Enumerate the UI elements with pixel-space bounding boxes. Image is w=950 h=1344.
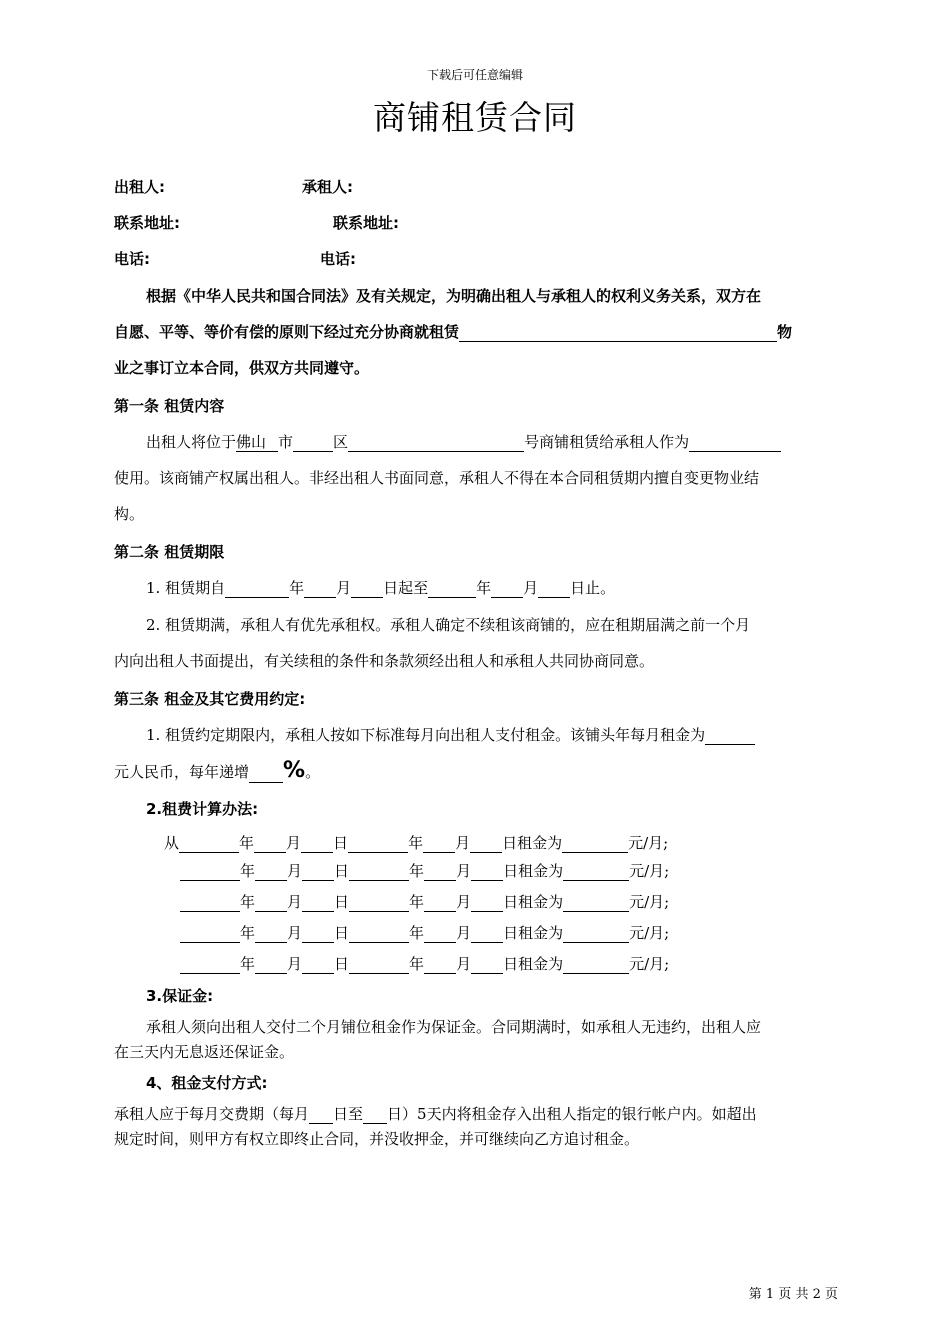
month-blank bbox=[255, 925, 287, 943]
district-suffix: 区 bbox=[333, 433, 349, 451]
year-text: 年 bbox=[239, 834, 255, 852]
from-text: 从 bbox=[164, 834, 180, 852]
payment-text-a: 承租人应于每月交费期（每月 bbox=[114, 1105, 310, 1123]
year-blank bbox=[349, 863, 409, 881]
year-blank bbox=[348, 835, 408, 853]
rent-line-2 bbox=[114, 758, 320, 783]
month-blank bbox=[255, 956, 287, 974]
year-blank bbox=[180, 925, 240, 943]
payment-line-1 bbox=[114, 1103, 757, 1124]
district-blank bbox=[293, 434, 333, 452]
day-blank bbox=[301, 835, 333, 853]
shop-number-blank bbox=[348, 434, 524, 452]
usage-blank bbox=[689, 434, 781, 452]
day-text: 日 bbox=[334, 893, 350, 911]
city-value: 佛山 bbox=[236, 433, 267, 451]
renewal-line-2: 内向出租人书面提出，有关续租的条件和条款须经出租人和承租人共同协商同意。 bbox=[114, 652, 655, 670]
year-text: 年 bbox=[240, 862, 256, 880]
year-blank bbox=[349, 956, 409, 974]
percent-sign: % bbox=[283, 758, 306, 783]
year-blank bbox=[179, 835, 239, 853]
deposit-heading: 3.保证金: bbox=[146, 987, 214, 1005]
unit-text: 元/月; bbox=[629, 862, 670, 880]
month-blank bbox=[424, 894, 456, 912]
day-blank bbox=[470, 835, 502, 853]
month-text: 月 bbox=[336, 579, 352, 597]
month-text: 月 bbox=[287, 955, 303, 973]
lessee-label: 承租人: bbox=[302, 178, 353, 196]
day-blank bbox=[302, 894, 334, 912]
day-text: 日 bbox=[334, 862, 350, 880]
deposit-line-1: 承租人须向出租人交付二个月铺位租金作为保证金。合同期满时，如承租人无违约，出租人应 bbox=[146, 1018, 762, 1036]
unit-text: 元/月; bbox=[628, 834, 669, 852]
day-text: 日 bbox=[333, 834, 349, 852]
month-blank bbox=[424, 956, 456, 974]
intro-line-2-text: 自愿、平等、等价有偿的原则下经过充分协商就租赁 bbox=[114, 323, 460, 341]
payment-text-c: 日）5天内将租金存入出租人指定的银行帐户内。如超出 bbox=[387, 1105, 757, 1123]
day-from-text: 日起至 bbox=[383, 579, 429, 597]
page-number: 第 1 页 共 2 页 bbox=[748, 1287, 838, 1302]
article-1-line-3: 构。 bbox=[114, 505, 145, 523]
period-end: 。 bbox=[305, 763, 321, 781]
month-text: 月 bbox=[287, 893, 303, 911]
year-text: 年 bbox=[240, 893, 256, 911]
lessor-label: 出租人: bbox=[114, 178, 165, 196]
month-text: 月 bbox=[287, 862, 303, 880]
calc-method-heading: 2.租费计算办法: bbox=[146, 800, 259, 818]
document-title: 商铺租赁合同 bbox=[373, 98, 577, 137]
payment-line-2: 规定时间，则甲方有权立即终止合同，并没收押金，并可继续向乙方追讨租金。 bbox=[114, 1130, 640, 1148]
month-blank bbox=[255, 894, 287, 912]
lessor-phone-label: 电话: bbox=[114, 250, 150, 268]
year-text: 年 bbox=[409, 955, 425, 973]
calc-row bbox=[180, 922, 669, 943]
payment-to-blank bbox=[363, 1106, 387, 1124]
day-blank bbox=[471, 863, 503, 881]
rent-is-text: 日租金为 bbox=[502, 834, 563, 852]
year-blank bbox=[349, 925, 409, 943]
lessee-address-label: 联系地址: bbox=[333, 214, 399, 232]
intro-line-1: 根据《中华人民共和国合同法》及有关规定，为明确出租人与承租人的权利义务关系，双方在 bbox=[146, 287, 762, 305]
calc-row bbox=[180, 953, 669, 974]
deposit-line-2: 在三天内无息返还保证金。 bbox=[114, 1043, 295, 1061]
day-end-text: 日止。 bbox=[570, 579, 616, 597]
start-day-blank bbox=[351, 580, 383, 598]
calc-row bbox=[180, 891, 669, 912]
article-1-line-1 bbox=[146, 431, 781, 452]
day-blank bbox=[471, 956, 503, 974]
increase-rate-blank bbox=[249, 765, 283, 783]
article-1-heading: 第一条 租赁内容 bbox=[114, 397, 225, 415]
month-blank bbox=[424, 863, 456, 881]
rent-is-text: 日租金为 bbox=[503, 955, 564, 973]
month-text: 月 bbox=[456, 862, 472, 880]
day-blank bbox=[471, 894, 503, 912]
lease-period-text: 1. 租赁期自 bbox=[146, 579, 226, 597]
rent-is-text: 日租金为 bbox=[503, 862, 564, 880]
start-month-blank bbox=[304, 580, 336, 598]
payment-from-blank bbox=[309, 1106, 333, 1124]
monthly-rent-blank bbox=[705, 727, 755, 745]
article-1-line-2: 使用。该商铺产权属出租人。非经出租人书面同意，承租人不得在本合同租赁期内擅自变更物业结 bbox=[114, 469, 760, 487]
rent-line-1 bbox=[146, 724, 755, 745]
renewal-line-1: 2. 租赁期满，承租人有优先承租权。承租人确定不续租该商铺的，应在租期届满之前一个月 bbox=[146, 616, 751, 634]
city-blank-tail bbox=[266, 434, 278, 452]
rent-amount-blank bbox=[562, 835, 628, 853]
rent-amount-blank bbox=[563, 956, 629, 974]
year-text: 年 bbox=[408, 834, 424, 852]
month-text: 月 bbox=[286, 834, 302, 852]
day-blank bbox=[302, 956, 334, 974]
year-text: 年 bbox=[240, 924, 256, 942]
property-blank bbox=[459, 324, 777, 342]
calc-row bbox=[180, 860, 669, 881]
month-text: 月 bbox=[456, 893, 472, 911]
rent-text: 1. 租赁约定期限内，承租人按如下标准每月向出租人支付租金。该铺头年每月租金为 bbox=[146, 726, 706, 744]
year-text: 年 bbox=[240, 955, 256, 973]
year-blank bbox=[180, 863, 240, 881]
month-blank bbox=[423, 835, 455, 853]
month-blank bbox=[254, 835, 286, 853]
rent-currency-text: 元人民币，每年递增 bbox=[114, 763, 250, 781]
lease-period-line bbox=[146, 577, 615, 598]
city-suffix: 市 bbox=[278, 433, 294, 451]
year-blank bbox=[349, 894, 409, 912]
year-text: 年 bbox=[409, 924, 425, 942]
month-blank bbox=[255, 863, 287, 881]
lessor-address-label: 联系地址: bbox=[114, 214, 180, 232]
article-2-heading: 第二条 租赁期限 bbox=[114, 543, 225, 561]
month-text: 月 bbox=[287, 924, 303, 942]
start-year-blank bbox=[225, 580, 289, 598]
unit-text: 元/月; bbox=[629, 955, 670, 973]
month-text: 月 bbox=[455, 834, 471, 852]
month-text: 月 bbox=[456, 924, 472, 942]
article-1-text-a: 出租人将位于 bbox=[146, 433, 237, 451]
rent-is-text: 日租金为 bbox=[503, 893, 564, 911]
header-note: 下载后可任意编辑 bbox=[426, 68, 523, 82]
year-blank bbox=[180, 894, 240, 912]
day-blank bbox=[302, 863, 334, 881]
article-1-text-d: 号商铺租赁给承租人作为 bbox=[524, 433, 690, 451]
end-year-blank bbox=[428, 580, 476, 598]
month-text: 月 bbox=[456, 955, 472, 973]
calc-row bbox=[164, 832, 668, 853]
intro-line-3: 业之事订立本合同，供双方共同遵守。 bbox=[114, 359, 370, 377]
unit-text: 元/月; bbox=[629, 924, 670, 942]
day-text: 日 bbox=[334, 924, 350, 942]
lessee-phone-label: 电话: bbox=[320, 250, 356, 268]
year-text: 年 bbox=[409, 893, 425, 911]
rent-is-text: 日租金为 bbox=[503, 924, 564, 942]
rent-amount-blank bbox=[563, 863, 629, 881]
unit-text: 元/月; bbox=[629, 893, 670, 911]
rent-amount-blank bbox=[563, 894, 629, 912]
payment-text-b: 日至 bbox=[333, 1105, 364, 1123]
year-blank bbox=[180, 956, 240, 974]
day-blank bbox=[302, 925, 334, 943]
end-month-blank bbox=[491, 580, 523, 598]
rent-amount-blank bbox=[563, 925, 629, 943]
month-blank bbox=[424, 925, 456, 943]
day-text: 日 bbox=[334, 955, 350, 973]
day-blank bbox=[471, 925, 503, 943]
year-text: 年 bbox=[476, 579, 492, 597]
article-3-heading: 第三条 租金及其它费用约定: bbox=[114, 690, 306, 708]
intro-line-2 bbox=[114, 321, 792, 342]
payment-heading: 4、租金支付方式: bbox=[146, 1074, 268, 1092]
year-text: 年 bbox=[289, 579, 305, 597]
end-day-blank bbox=[538, 580, 570, 598]
year-text: 年 bbox=[409, 862, 425, 880]
intro-line-2-end: 物 bbox=[777, 323, 793, 341]
month-text: 月 bbox=[523, 579, 539, 597]
